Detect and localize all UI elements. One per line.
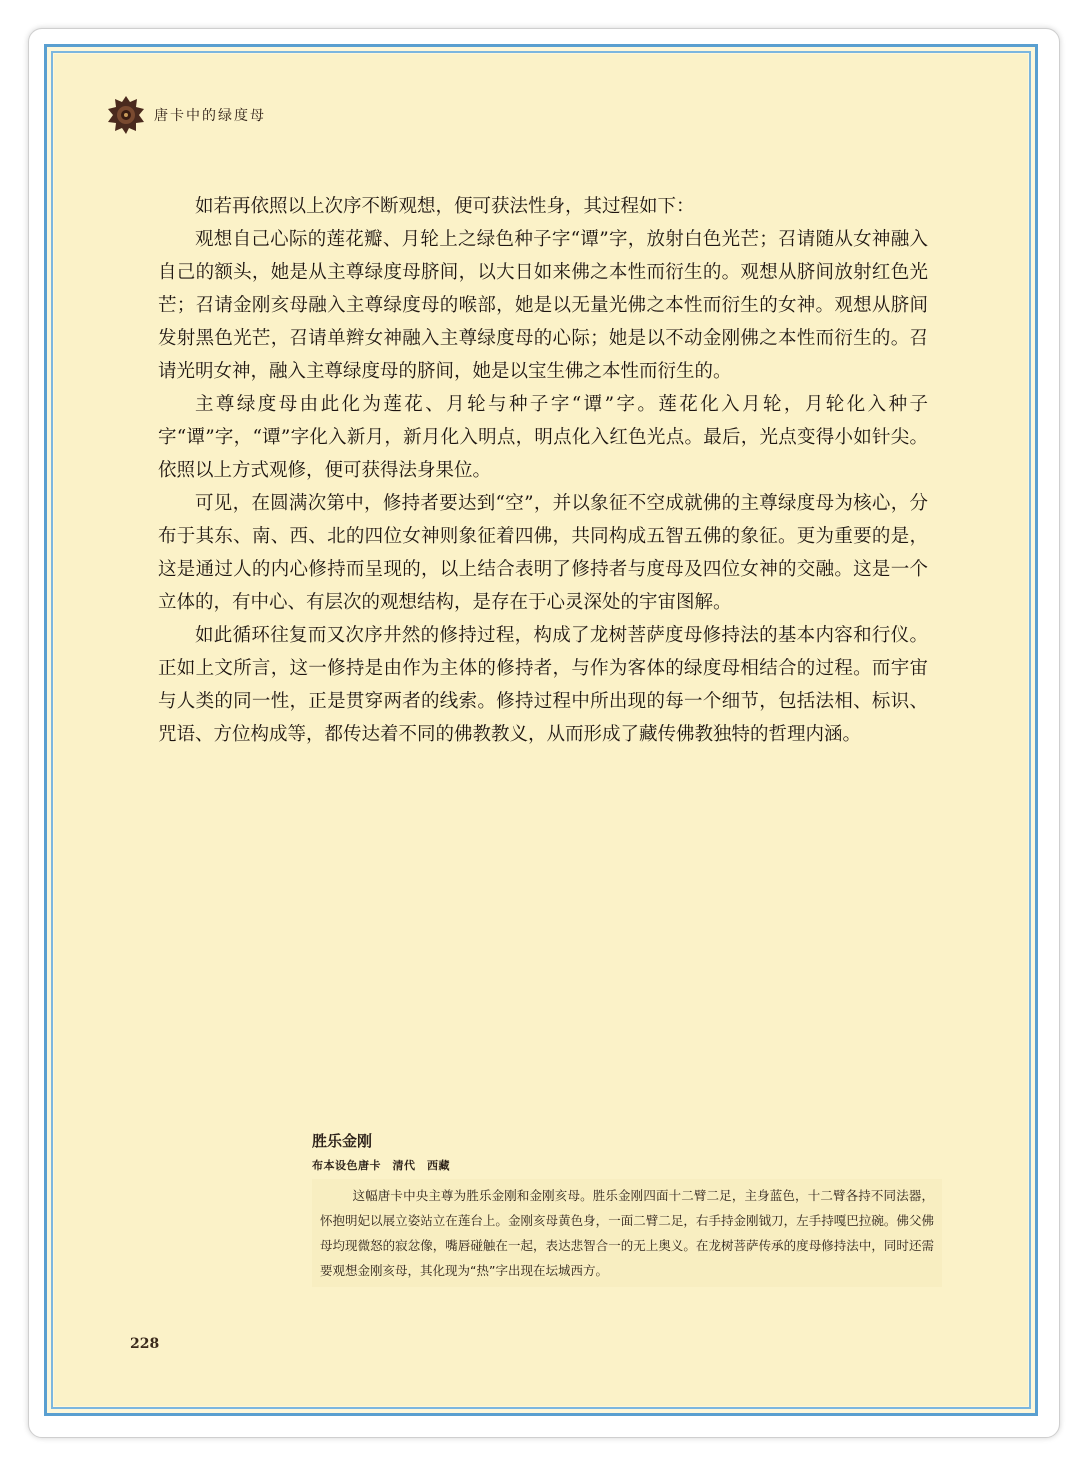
paragraph: 如此循环往复而又次序井然的修持过程，构成了龙树菩萨度母修持法的基本内容和行仪。正如上文所言，这一修持是由作为主体的修持者，与作为客体的绿度母相结合的过程。而宇宙与人类的同一性，正是贯穿两者的线索。修持过程中所出现的每一个细节，包括法相、标识、咒语、方位构成等，都传达着不同的佛教教义，从而形成了藏传佛教独特的哲理内涵。 [158, 625, 928, 745]
paragraph: 主尊绿度母由此化为莲花、月轮与种子字“谭”字。莲花化入月轮，月轮化入种子字“谭”字，“谭”字化入新月，新月化入明点，明点化入红色光点。最后，光点变得小如针尖。依照以上方式观修，便可获得法身果位。 [158, 394, 928, 481]
chapter-title: 唐卡中的绿度母 [154, 108, 266, 124]
figure-caption [312, 1130, 942, 1287]
paragraph: 如若再依照以上次序不断观想，便可获法性身，其过程如下： [195, 196, 695, 217]
dharma-wheel-emblem-icon [106, 94, 146, 136]
chapter-header [106, 94, 266, 136]
paragraph: 观想自己心际的莲花瓣、月轮上之绿色种子字“谭”字，放射白色光芒；召请随从女神融入自己的额头，她是从主尊绿度母脐间，以大日如来佛之本性而衍生的。观想从脐间放射红色光芒；召请金刚亥母融入主尊绿度母的喉部，她是以无量光佛之本性而衍生的女神。观想从脐间发射黑色光芒，召请单辫女神融入主尊绿度母的心际；她是以不动金刚佛之本性而衍生的。召请光明女神，融入主尊绿度母的脐间，她是以宝生佛之本性而衍生的。 [158, 229, 928, 382]
caption-title: 胜乐金刚 [312, 1132, 373, 1150]
caption-description: 这幅唐卡中央主尊为胜乐金刚和金刚亥母。胜乐金刚四面十二臂二足，主身蓝色，十二臂各持不同法器，怀抱明妃以展立姿站立在莲台上。金刚亥母黄色身，一面二臂二足，右手持金刚钺刀，左手持嘎巴拉碗。佛父佛母均现微怒的寂忿像，嘴唇碰触在一起，表达悲智合一的无上奥义。在龙树菩萨传承的度母修持法中，同时还需要观想金刚亥母，其化现为“热”字出现在坛城西方。 [312, 1179, 942, 1287]
body-text [158, 190, 928, 751]
caption-subtitle: 布本设色唐卡 清代 西藏 [312, 1159, 450, 1172]
paragraph: 可见，在圆满次第中，修持者要达到“空”，并以象征不空成就佛的主尊绿度母为核心，分布于其东、南、西、北的四位女神则象征着四佛，共同构成五智五佛的象征。更为重要的是，这是通过人的内心修持而呈现的，以上结合表明了修持者与度母及四位女神的交融。这是一个立体的，有中心、有层次的观想结构，是存在于心灵深处的宇宙图解。 [158, 493, 928, 613]
book-page [54, 54, 1028, 1406]
page-number: 228 [130, 1336, 160, 1352]
